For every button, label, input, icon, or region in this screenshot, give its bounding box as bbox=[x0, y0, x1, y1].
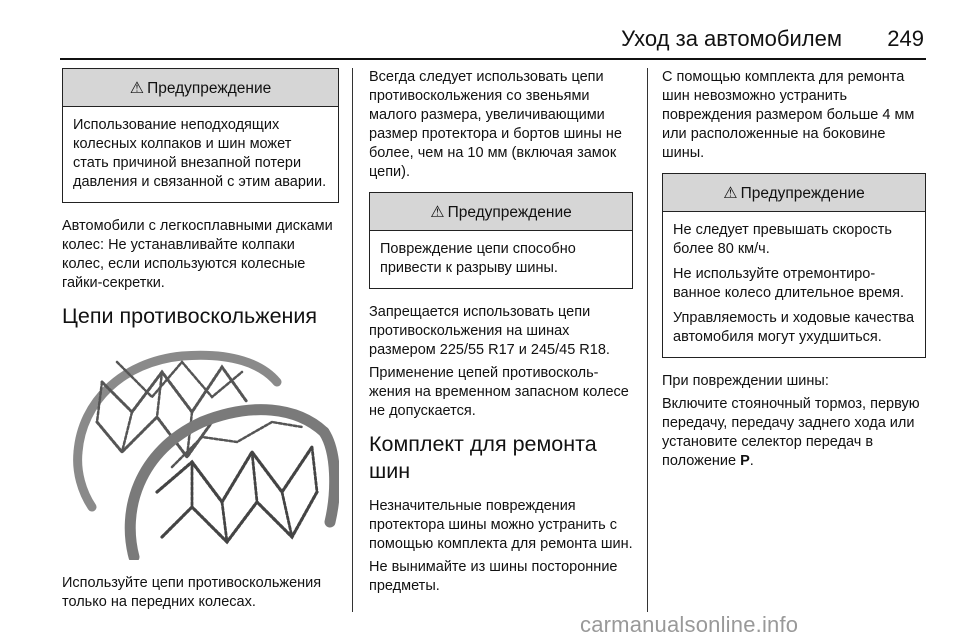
snow-chain-illustration bbox=[62, 342, 339, 560]
warning-triangle-icon: ⚠ bbox=[723, 185, 738, 202]
warning-heading-text: Предупреждение bbox=[447, 204, 572, 221]
section-heading: Цепи противоскольжения bbox=[62, 304, 318, 328]
warning-heading-text: Предупреждение bbox=[740, 185, 865, 202]
warning-heading bbox=[663, 174, 925, 212]
body-paragraph: Используйте цепи противоскольжения только на передних колесах. bbox=[62, 575, 322, 610]
warning-heading bbox=[63, 69, 338, 107]
warning-text: Управляемость и ходовые качества автомобиля могут ухудшиться. bbox=[673, 310, 915, 345]
body-paragraph: Незначительные повреждения протектора шины можно устранить с помощью комплекта для ремонта шин. bbox=[369, 498, 633, 552]
column-2 bbox=[369, 68, 633, 600]
instruction-text: Включите стояночный тормоз, первую передачу, передачу заднего хода или установите селектор передач в положение bbox=[662, 396, 920, 469]
section-heading: Комплект для ремонта шин bbox=[369, 432, 597, 483]
warning-box bbox=[662, 173, 926, 358]
body-paragraph: Запрещается использовать цепи противоскольжения на шинах размером 225/55 R17 и 245/45 R18. bbox=[369, 304, 610, 358]
column-divider bbox=[352, 68, 353, 612]
warning-body bbox=[63, 107, 338, 202]
warning-triangle-icon: ⚠ bbox=[430, 204, 445, 221]
warning-text: Повреждение цепи способно привести к разрыву шины. bbox=[380, 241, 576, 276]
body-paragraph bbox=[662, 395, 926, 471]
column-3 bbox=[662, 68, 926, 475]
warning-triangle-icon: ⚠ bbox=[129, 80, 145, 97]
column-divider bbox=[647, 68, 648, 612]
body-paragraph: Не вынимайте из шины посторонние предметы. bbox=[369, 559, 618, 594]
body-paragraph: Всегда следует использовать цепи противоскольжения со звеньями малого размера, увеличивающими размер протектора и бортов шины не более, чем на 10 мм (включая замок цепи). bbox=[369, 69, 622, 180]
page-title: Уход за автомобилем bbox=[621, 26, 842, 51]
page-header bbox=[60, 22, 926, 60]
gear-position-label: P bbox=[740, 453, 750, 469]
watermark: carmanualsonline.info bbox=[580, 612, 799, 637]
page-number: 249 bbox=[887, 26, 924, 51]
warning-text: Не следует превышать скорость более 80 км/ч. bbox=[673, 222, 892, 257]
warning-box bbox=[62, 68, 339, 203]
body-paragraph: Автомобили с легкосплавными дисками колес: Не устанавливайте колпаки колес, если используются колесные гайки-секретки. bbox=[62, 218, 333, 291]
warning-heading-text: Предупреждение bbox=[147, 80, 272, 97]
body-paragraph: С помощью комплекта для ремонта шин невозможно устранить повреждения размером больше 4 мм или расположенные на боковине шины. bbox=[662, 69, 915, 161]
warning-box bbox=[369, 192, 633, 289]
warning-body bbox=[370, 231, 632, 288]
instruction-end: . bbox=[749, 453, 754, 469]
column-1 bbox=[62, 68, 339, 616]
warning-text: Использование неподходящих колесных колпаков и шин может стать причиной внезапной потери давления и связанной с этим аварии. bbox=[73, 117, 327, 190]
body-paragraph: Применение цепей противоскольжения на временном запасном колесе не допускается. bbox=[369, 365, 629, 419]
warning-text: Не используйте отремонтированное колесо длительное время. bbox=[673, 266, 905, 301]
warning-heading bbox=[370, 193, 632, 231]
body-paragraph: При повреждении шины: bbox=[662, 373, 829, 389]
warning-body bbox=[663, 212, 925, 357]
